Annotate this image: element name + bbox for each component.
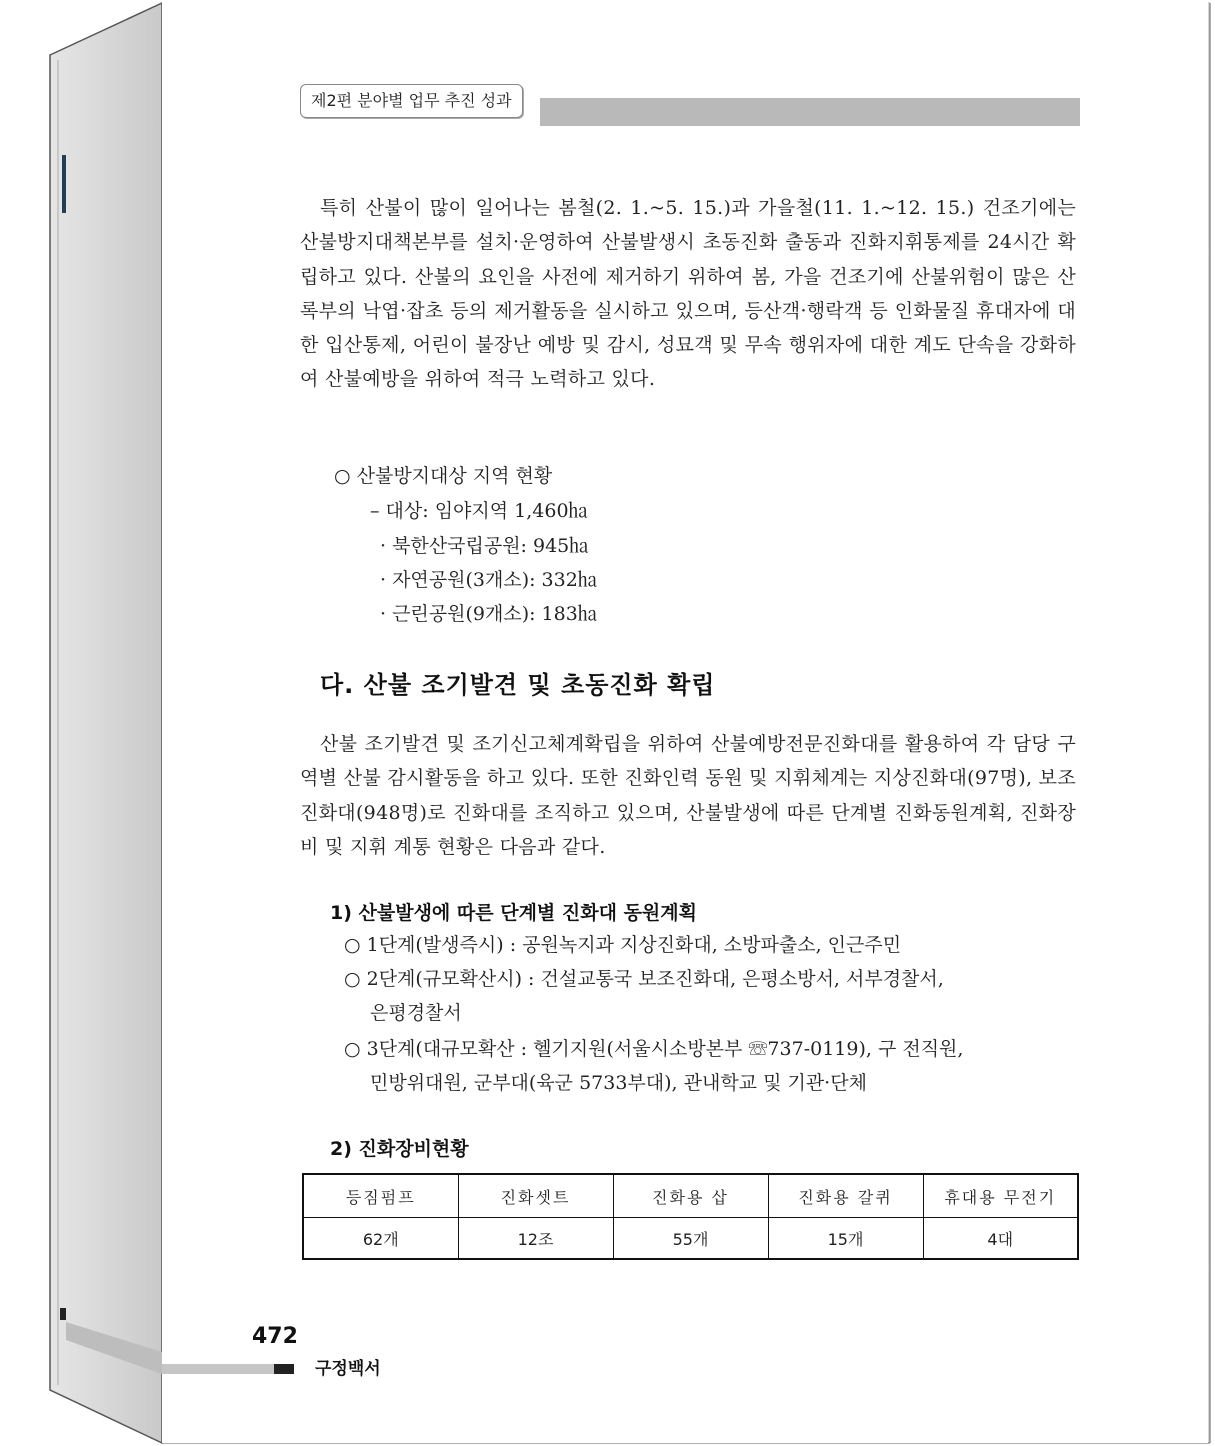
table-cell: 4대	[923, 1218, 1078, 1260]
column-header: 휴대용 무전기	[923, 1174, 1078, 1218]
section-heading: 다. 산불 조기발견 및 초동진화 확립	[320, 671, 716, 699]
running-header	[300, 84, 1080, 124]
area-list-item: · 자연공원(3개소): 332㏊	[380, 569, 597, 591]
table-cell: 62개	[303, 1218, 458, 1260]
plan-line: 민방위대원, 군부대(육군 5733부대), 관내학교 및 기관·단체	[370, 1072, 867, 1094]
plan-line: ○ 3단계(대규모확산 : 헬기지원(서울시소방본부 ☏737-0119), 구 전직원,	[344, 1038, 964, 1060]
table-header-row	[303, 1174, 1078, 1218]
section-label: 제2편 분야별 업무 추진 성과	[300, 84, 523, 118]
paragraph-early-detection	[300, 727, 1076, 864]
paragraph-text: 산불 조기발견 및 조기신고체계확립을 위하여 산불예방전문진화대를 활용하여 각 담당 구역별 산불 감시활동을 하고 있다. 또한 진화인력 동원 및 지휘체계는 지상진화대(97명), 보조진화대(948명)로 진화대를 조직하고 있으며, 산불발생에 따른 단계별 진화동원계획, 진화장비 및 지휘 계통 현황은 다음과 같다.	[300, 733, 1076, 858]
header-bar	[540, 98, 1080, 126]
column-header: 진화용 갈퀴	[768, 1174, 923, 1218]
equipment-heading: 2) 진화장비현황	[330, 1138, 469, 1160]
area-list-target: – 대상: 임야지역 1,460㏊	[370, 500, 588, 522]
table-cell: 55개	[613, 1218, 768, 1260]
column-header: 진화셋트	[458, 1174, 613, 1218]
table-cell: 12조	[458, 1218, 613, 1260]
plan-line: ○ 2단계(규모확산시) : 건설교통국 보조진화대, 은평소방서, 서부경찰서,	[344, 968, 944, 990]
column-header: 등짐펌프	[303, 1174, 458, 1218]
footer-bar-accent	[274, 1364, 294, 1374]
table-cell: 15개	[768, 1218, 923, 1260]
paragraph-fire-prevention	[300, 191, 1076, 397]
plan-line: ○ 1단계(발생즉시) : 공원녹지과 지상진화대, 소방파출소, 인근주민	[344, 934, 902, 956]
book-title: 구정백서	[315, 1359, 381, 1379]
column-header: 진화용 삽	[613, 1174, 768, 1218]
area-list-item: · 북한산국립공원: 945㏊	[380, 535, 589, 557]
plan-heading: 1) 산불발생에 따른 단계별 진화대 동원계획	[330, 902, 697, 924]
footer-bar	[162, 1364, 274, 1374]
area-list-item: · 근린공원(9개소): 183㏊	[380, 603, 597, 625]
equipment-table	[302, 1173, 1079, 1260]
plan-line: 은평경찰서	[370, 1002, 462, 1024]
table-row	[303, 1218, 1078, 1260]
paragraph-text: 특히 산불이 많이 일어나는 봄철(2. 1.~5. 15.)과 가을철(11. 1.~12. 15.) 건조기에는 산불방지대책본부를 설치·운영하여 산불발생시 초동진화 출동과 진화지휘통제를 24시간 확립하고 있다. 산불의 요인을 사전에 제거하기 위하여 봄, 가을 건조기에 산불위험이 많은 산록부의 낙엽·잡초 등의 제거활동을 실시하고 있으며, 등산객·행락객 등 인화물질 휴대자에 대한 입산통제, 어린이 불장난 예방 및 감시, 성묘객 및 무속 행위자에 대한 계도 단속을 강화하여 산불예방을 위하여 적극 노력하고 있다.	[300, 197, 1076, 391]
area-list-title: ○ 산불방지대상 지역 현황	[334, 465, 553, 487]
page-number: 472	[252, 1324, 298, 1349]
